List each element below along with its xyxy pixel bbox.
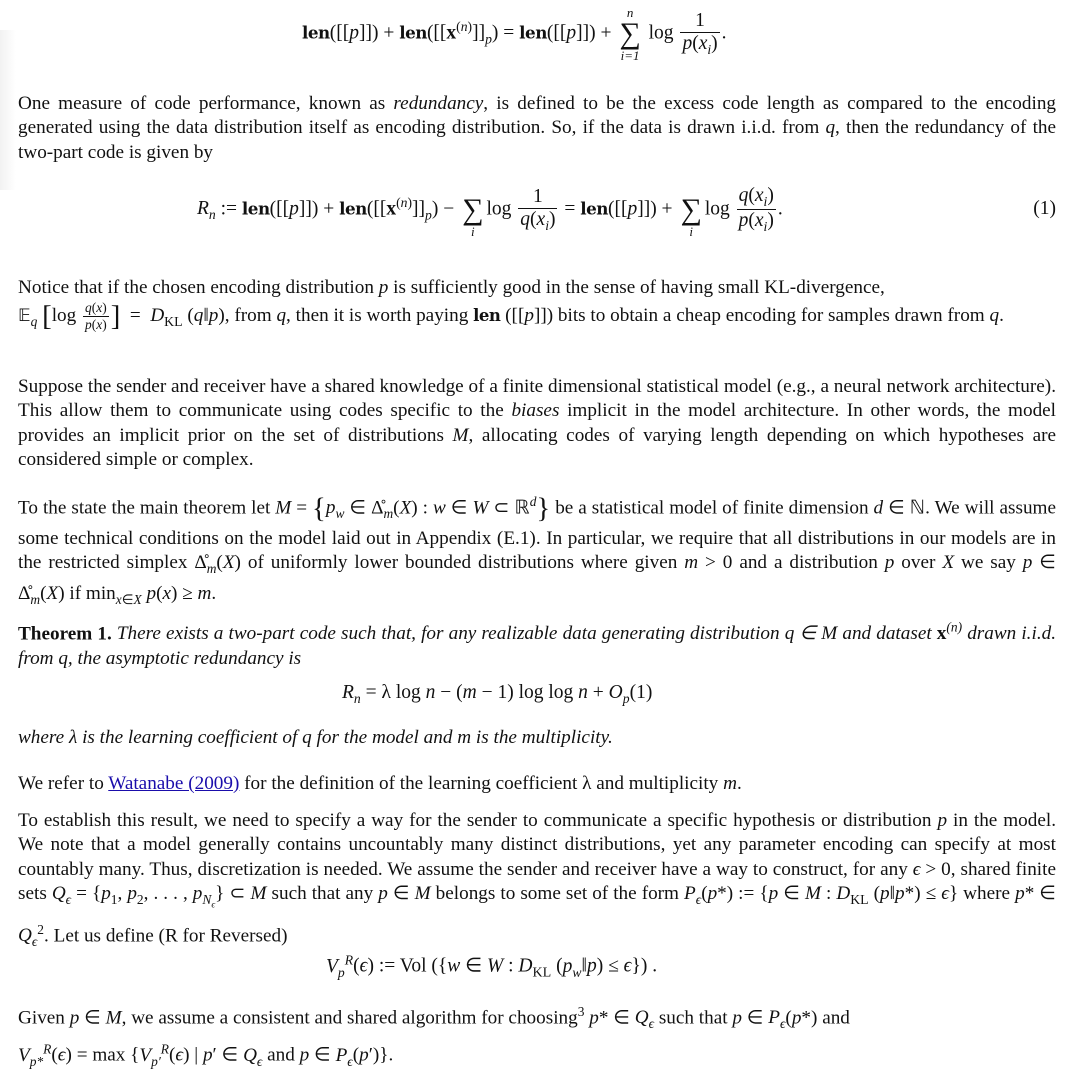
footnote-marker: 2 — [37, 921, 44, 937]
summation: n ∑ i=1 — [619, 5, 641, 63]
paragraph-given: Given p ∈ M, we assume a consistent and shared algorithm for choosing$^3$ p* ∈ $Q_\epsilon$ such that p ∈ $P_\epsilon(p*)$ and $V_{p*}^R(\epsilon) = \max \{V_{p'}^R(\epsilon)$ | p′ ∈ $Q_\epsilon$ and p ∈ $P_\epsilon(p')$}. — [18, 1004, 850, 1069]
theorem-conclusion: where λ is the learning coefficient of q for the model and m is the multiplicity. — [18, 727, 613, 748]
paragraph-suppose: Suppose the sender and receiver have a shared knowledge of a finite dimensional statistical model (e.g., a neural network architecture). This allow them to communicate using codes specific to the biases implicit in the model architecture. In other words, the model provides an implicit prior on the set of distributions M, allocating codes of varying length depending on which hypotheses are considered simple or complex. — [18, 376, 1057, 470]
equation-1: $R_n$ := $len([[p]]) + len([[x^{(n)}]]_p)$ − ∑ i log $\frac{1}{q(x_i)}$ = len([[p]]) + ∑ i log $\frac{q(x_i)}{p(x_i)}$ . — [197, 185, 783, 239]
equation-volume: $V_p^R(\epsilon)$ := Vol ({w ∈ W : $D_{KL}$ $(p_w‖p) \le \epsilon$}) . — [326, 952, 658, 981]
paragraph-notice: Notice that if the chosen encoding distribution p is sufficiently good in the sense of having small KL-divergence, 𝔼$_q$ [log $\frac{q(x)}{p(x)}$ ] = $D_{KL}$ (q‖p), from q, then it is worth paying len ([[p]]) bits to obtain a cheap encoding for samples drawn from q. — [18, 277, 1004, 333]
equation-top: $len([[p]]) + len([[x^{(n)}]]_p) = len([[p]])$ + n ∑ i=1 log $\frac{1}{p(x_i)}$ . — [302, 5, 727, 63]
paragraph-redundancy: One measure of code performance, known as redundancy, is defined to be the excess code length as compared to the encoding generated using the data distribution itself as encoding distribution. So, if the data is drawn i.i.d. from q, then the redundancy of the two-part code is given by — [18, 93, 1057, 163]
paragraph-establish: To establish this result, we need to specify a way for the sender to communicate a specific hypothesis or distribution p in the model. We note that a model generally contains uncountably many distinct distributions, yet any parameter encoding can specify at most countably many. Thus, discretization is needed. We assume the sender and receiver have a way to construct, for any ϵ > 0, shared finite sets $Q_\epsilon = \{p_1$, $p_2$, . . . , $p_{N_\epsilon}$} ⊂ M such that any p ∈ M belongs to some set of the form $P_\epsilon(p*)$ := {p ∈ M : $D_{KL}$ (p‖p*) ≤ ϵ} where p* ∈ $Q_\epsilon^2$. Let us define (R for Reversed) — [18, 810, 1057, 949]
equation-number: (1) — [1033, 198, 1056, 219]
page-edge-shadow — [0, 30, 16, 190]
paragraph-refer: We refer to Watanabe (2009) for the definition of the learning coefficient λ and multiplicity m. — [18, 773, 742, 794]
citation-link-watanabe[interactable]: Watanabe (2009) — [108, 773, 240, 794]
theorem-1: Theorem 1. There exists a two-part code such that, for any realizable data generating distribution q ∈ M and dataset $x^{(n)}$ drawn i.i.d. from q, the asymptotic redundancy is — [18, 620, 1057, 669]
theorem-label: Theorem 1. — [18, 623, 112, 645]
paragraph-state: To the state the main theorem let $M = \{p_w$ ∈ $\Deltå_m(X)$ : w ∈ W ⊂ ℝ$^d$} be a statistical model of finite dimension d ∈ ℕ. We will assume some technical conditions on the model laid out in Appendix (E.1). In particular, we require that all distributions in our models are in the restricted simplex $\Deltå_m(X)$ of uniformly lower bounded distributions where given m > 0 and a distribution p over X we say p ∈ $\Deltå_m(X)$ if $\min_{x\in X} p(x) \ge m$. — [18, 492, 1056, 607]
theorem-equation: $R_n = \lambda$ log n − (m − 1) $\log \log n + O_p(1)$ — [342, 682, 653, 706]
footnote-marker: 3 — [577, 1004, 585, 1019]
